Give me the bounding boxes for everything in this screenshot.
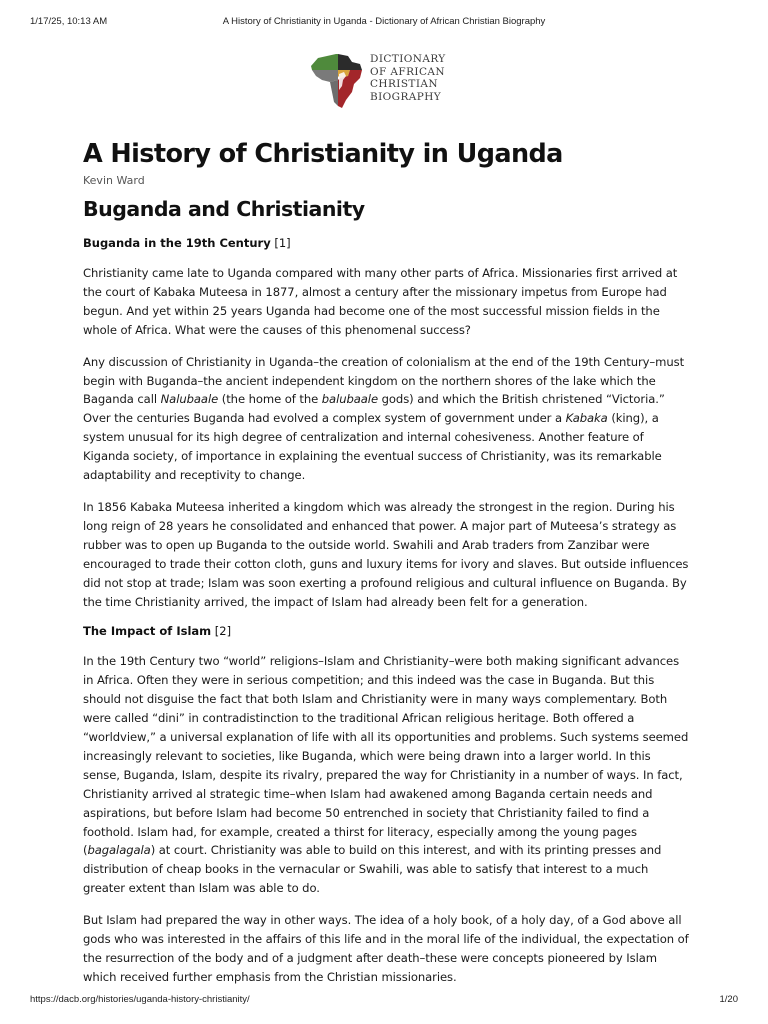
print-date: 1/17/25, 10:13 AM: [30, 16, 108, 27]
paragraph: In 1856 Kabaka Muteesa inherited a kingdom which was already the strongest in the region. During his long reign of 28 years he consolidated and enhanced that power. A major part of Muteesa’s strategy as rubber was to open up Buganda to the outside world. Swahili and Arab traders from Zanzibar were encouraged to trade their cotton cloth, guns and luxury items for ivory and slaves. But outside influences did not stop at trade; Islam was soon exerting a profound religious and cultural influence on Buganda. By the time Christianity arrived, the impact of Islam had already been felt for a generation.: [83, 499, 689, 609]
logo-text: [370, 53, 446, 103]
italic-term: bagalagala: [87, 843, 151, 858]
text-run: (king), a system unusual for its high degree of centralization and internal cohesiveness. Another feature of Kiganda society, of importance in explaining the eventual success of Christianity, was its remarkable adaptability and receptivity to change.: [83, 411, 662, 483]
italic-term: balubaale: [321, 392, 379, 407]
text-run: Any discussion of Christianity in Uganda–the creation of colonialism at the end of the 19th Century–must begin with Buganda–the ancient independent kingdom on the northern shores of the lake which the Baganda call: [83, 354, 685, 407]
paragraph: But Islam had prepared the way in other ways. The idea of a holy book, of a holy day, of a God above all gods who was interested in the affairs of this life and in the moral life of the individual, the expectation of the resurrection of the body and of a judgment after death–these were concepts pioneered by Islam which received further emphasis from the Christian missionaries.: [83, 913, 689, 984]
text-run: In the 19th Century two “world” religions–Islam and Christianity–were both making significant advances in Africa. Often they were in serious competition; and this indeed was the case in Buganda. But this should not disguise the fact that both Islam and Christianity were in many ways complementary. Both were called “dini” in contradistinction to the traditional African religious heritage. Both offered a “worldview,” a universal explanation of life with all its opportunities and problems. Such systems seemed increasingly relevant to societies, like Buganda, which were being drawn into a larger world. In this sense, Buganda, Islam, despite its rivalry, prepared the way for Christianity in a number of ways. In fact, Christianity arrived al strategic time–when Islam had awakened among Baganda certain needs and aspirations, but before Islam had become 50 entrenched in society that Christianity failed to find a foothold. Islam had, for example, created a thirst for literacy, especially among the young pages (: [83, 654, 689, 858]
print-page-title: A History of Christianity in Uganda - Dictionary of African Christian Biography: [222, 16, 546, 27]
print-url[interactable]: https://dacb.org/histories/uganda-history-christianity/: [30, 994, 250, 1005]
paragraph: [83, 652, 691, 898]
article-title: A History of Christianity in Uganda: [83, 139, 563, 169]
article-author[interactable]: Kevin Ward: [83, 174, 145, 187]
subsection-heading: [83, 623, 691, 639]
section-title: Buganda and Christianity: [83, 197, 365, 221]
italic-term: Nalubaale: [160, 392, 219, 407]
print-footer: [30, 994, 738, 1008]
text-run: gods) and which the British christened “Victoria.” Over the centuries Buganda had evolved a complex system of government under a: [83, 392, 665, 426]
africa-map-icon: [308, 50, 368, 112]
italic-term: Kabaka: [565, 411, 608, 426]
footnote-link[interactable]: [1]: [274, 236, 291, 250]
paragraph: [83, 353, 691, 485]
dacb-logo[interactable]: [308, 50, 458, 112]
logo-line: CHRISTIAN: [370, 78, 438, 91]
logo-line: DICTIONARY: [370, 53, 446, 65]
paragraph: Christianity came late to Uganda compared with many other parts of Africa. Missionaries first arrived at the court of Kabaka Muteesa in 1877, almost a century after the missionary impetus from Europe had begun. And yet within 25 years Uganda had become one of the most successful mission fields in the whole of Africa. What were the causes of this phenomenal success?: [83, 266, 678, 337]
print-header: [30, 16, 738, 30]
text-run: ) at court. Christianity was able to build on this interest, and with its printing presses and distribution of cheap books in the vernacular or Swahili, was able to satisfy that interest to a much greater extent than Islam was able to do.: [83, 843, 662, 896]
subsection-heading: [83, 235, 691, 251]
footnote-link[interactable]: [2]: [214, 624, 232, 639]
text-run: (the home of the: [218, 392, 322, 407]
logo-line: OF AFRICAN: [370, 65, 445, 78]
logo-line: BIOGRAPHY: [370, 90, 442, 103]
subsection-title: The Impact of Islam: [83, 624, 212, 639]
page-number: 1/20: [719, 994, 738, 1005]
subsection-title: Buganda in the 19th Century: [83, 236, 271, 250]
article: [83, 138, 691, 987]
